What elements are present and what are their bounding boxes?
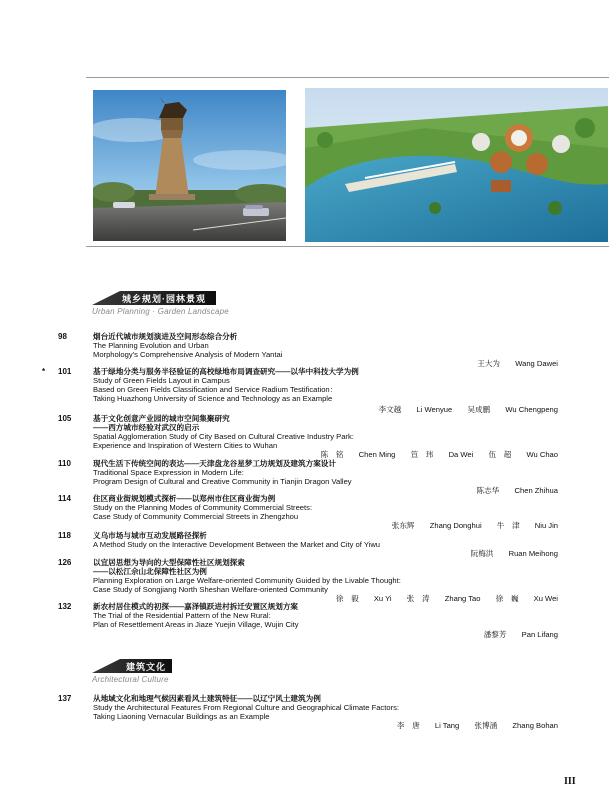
title-en: Study of Green Fields Layout in Campus (93, 376, 230, 385)
page-number: 137 (58, 694, 72, 703)
title-en: Study on the Planning Modes of Community Commercial Streets: (93, 503, 313, 512)
title-cn: 现代生活下传统空间的表达——天津盘龙谷星梦工坊规划及建筑方案设计 (93, 459, 336, 468)
title-cn: 新农村居住模式的初探——嘉泽镇跃进村拆迁安置区规划方案 (93, 602, 299, 611)
page-number: 101 (58, 367, 72, 376)
title-en: Taking Huazhong University of Science and Technology as an Example (93, 394, 333, 403)
title-cn: 义乌市场与城市互动发展路径探析 (93, 531, 207, 540)
title-cn: 基于绿地分类与服务半径验证的高校绿地布局调查研究——以华中科技大学为例 (93, 367, 359, 376)
title-en: Case Study of Songjiang North Sheshan Welfare-oriented Community (93, 585, 328, 594)
title-en: Experience and Inspiration of Western Cities to Wuhan (93, 441, 278, 450)
title-cn: 以宜居思想为导向的大型保障性社区规划探索 (93, 558, 245, 567)
authors: 陈志华 Chen Zhihua (476, 486, 558, 495)
authors: 李 唐 Li Tang 张博涵 Zhang Bohan (396, 721, 558, 730)
authors: 潘黎芳 Pan Lifang (483, 630, 558, 639)
authors: 徐 毅 Xu Yi 张 涛 Zhang Tao 徐 巍 Xu Wei (335, 594, 558, 603)
page-number: 118 (58, 531, 71, 540)
authors: 阮梅洪 Ruan Meihong (470, 549, 558, 558)
title-en: Spatial Agglomeration Study of City Based on Cultural Creative Industry Park: (93, 432, 354, 441)
monument-photo (93, 90, 286, 241)
section-title-cn: 建筑文化 (126, 662, 167, 672)
title-cn-sub: ——以松江佘山北保障性社区为例 (93, 567, 207, 576)
title-en: Traditional Space Expression in Modern Life: (93, 468, 244, 477)
title-en: The Trial of the Residential Pattern of the New Rural: (93, 611, 271, 620)
section-title-cn: 城乡规划·园林景观 (122, 294, 206, 304)
title-en: Study the Architectural Features From Regional Culture and Geographical Climate Factors: (93, 703, 400, 712)
authors: 陈 铭 Chen Ming 笪 玮 Da Wei 伍 超 Wu Chao (320, 450, 558, 459)
section-title-en: Architectural Culture (92, 675, 169, 684)
title-en: Plan of Resettlement Areas in Jiaze Yuejin Village, Wujin City (93, 620, 299, 629)
page-number: 105 (58, 414, 72, 423)
page-number: 114 (58, 494, 71, 503)
title-en: A Method Study on the Interactive Development Between the Market and City of Yiwu (93, 540, 381, 549)
title-cn: 基于文化创意产业园的城市空间集聚研究 (93, 414, 230, 423)
section-title-en: Urban Planning · Garden Landscape (92, 307, 229, 316)
top-rule (86, 77, 609, 78)
title-en: Morphology's Comprehensive Analysis of Modern Yantai (93, 350, 283, 359)
authors: 王大为 Wang Dawei (477, 359, 558, 368)
title-cn: 从地域文化和地理气候因素看风土建筑特征——以辽宁风土建筑为例 (93, 694, 321, 703)
title-en: Based on Green Fields Classification and Service Radium Testification： (93, 385, 338, 394)
page-number: 132 (58, 602, 72, 611)
title-en: Program Design of Cultural and Creative Community in Tianjin Dragon Valley (93, 477, 352, 486)
page-number: 98 (58, 332, 67, 341)
title-en: Case Study of Community Commercial Streets in Zhengzhou (93, 512, 299, 521)
page-number: 126 (58, 558, 72, 567)
page-number: 110 (58, 459, 71, 468)
page-folio: III (564, 776, 576, 787)
authors: 张东辉 Zhang Donghui 牛 津 Niu Jin (391, 521, 558, 530)
bottom-rule (86, 246, 609, 247)
title-cn-sub: ——西方城市经验对武汉的启示 (93, 423, 200, 432)
title-en: Taking Liaoning Vernacular Buildings as an Example (93, 712, 270, 721)
title-en: The Planning Evolution and Urban (93, 341, 209, 350)
title-cn: 烟台近代城市规划演进及空间形态综合分析 (93, 332, 238, 341)
aerial-park-rendering (305, 88, 608, 242)
title-cn: 住区商业街规划模式探析——以郑州市住区商业街为例 (93, 494, 276, 503)
title-en: Planning Exploration on Large Welfare-oriented Community Guided by the Livable Thought: (93, 576, 401, 585)
authors: 李文越 Li Wenyue 吴成鹏 Wu Chengpeng (378, 405, 558, 414)
highlight-star: * (42, 367, 46, 376)
